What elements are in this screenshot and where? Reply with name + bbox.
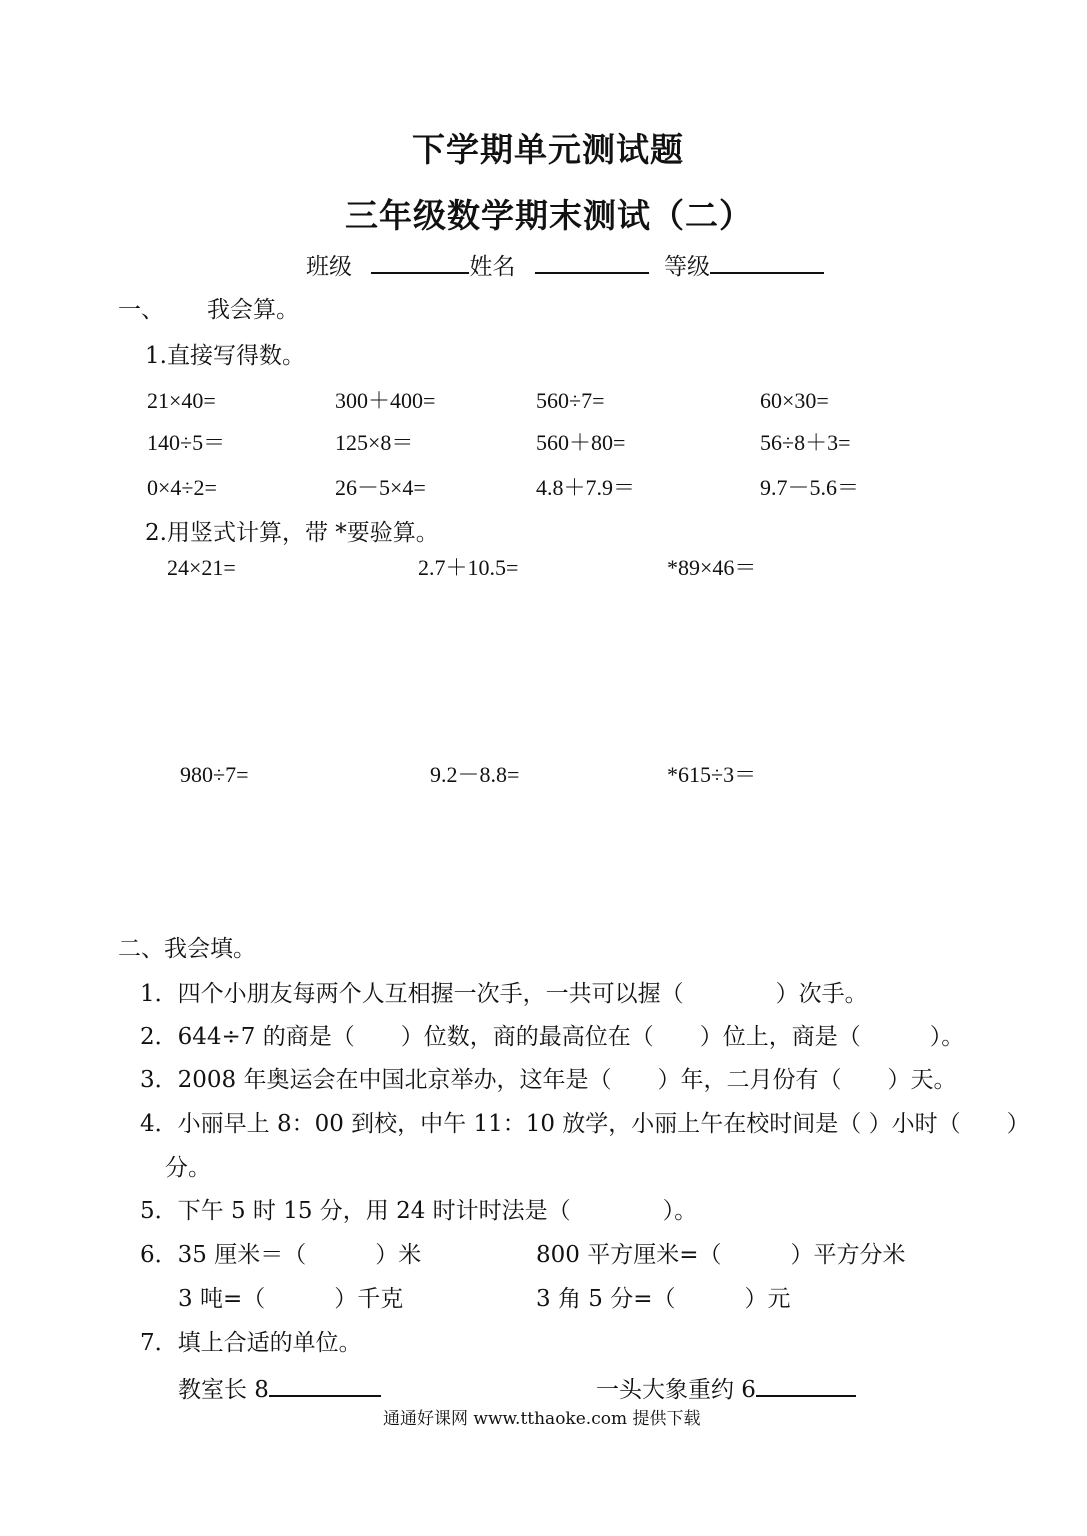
section1-heading-number: 一、 — [118, 297, 164, 323]
vertical-problem: 980÷7= — [180, 762, 249, 787]
problem: 0×4÷2= — [147, 475, 217, 500]
fill-question-6d: 3 角 5 分=（ ）元 — [536, 1286, 791, 1312]
section1-heading: 我会算。 — [207, 297, 299, 323]
class-label: 班级 — [306, 254, 352, 280]
fill-question-5: 5．下午 5 时 15 分，用 24 时计时法是（ ）。 — [140, 1198, 698, 1224]
problem: 56÷8＋3= — [760, 430, 851, 455]
vertical-problem: *89×46＝ — [667, 555, 757, 580]
fill-question-3: 3．2008 年奥运会在中国北京举办，这年是（ ）年，二月份有（ ）天。 — [140, 1067, 957, 1093]
unit-item-elephant — [596, 1377, 856, 1402]
unit-item-label: 教室长 8 — [178, 1377, 269, 1403]
fill-question-6c: 3 吨=（ ）千克 — [178, 1286, 404, 1312]
problem: 560＋80= — [536, 430, 626, 455]
problem: 300＋400= — [335, 388, 436, 413]
fill-question-2: 2．644÷7 的商是（ ）位数，商的最高位在（ ）位上，商是（ ）。 — [140, 1024, 965, 1050]
grade-label: 等级 — [663, 254, 710, 280]
grade-field[interactable] — [710, 254, 824, 274]
student-info-row — [306, 254, 824, 279]
unit-blank[interactable] — [756, 1377, 856, 1397]
vertical-problem: 9.2－8.8= — [430, 762, 520, 787]
problem: 140÷5＝ — [147, 430, 226, 455]
vertical-problem: 2.7＋10.5= — [418, 555, 519, 580]
section2-heading: 二、我会填。 — [118, 936, 256, 962]
footer-text: 通通好课网 www.tthaoke.com 提供下载 — [383, 1409, 701, 1429]
fill-question-4: 4．小丽早上 8：00 到校，中午 11：10 放学，小丽上午在校时间是（ ）小时（ ） — [140, 1111, 1030, 1137]
fill-question-7: 7．填上合适的单位。 — [140, 1330, 362, 1356]
fill-question-4-cont: 分。 — [165, 1155, 211, 1181]
page-subtitle: 三年级数学期末测试（二） — [345, 196, 753, 235]
problem: 21×40= — [147, 388, 216, 413]
name-field[interactable] — [535, 254, 649, 274]
problem: 26－5×4= — [335, 475, 426, 500]
q2-title: 2.用竖式计算，带 *要验算。 — [145, 520, 439, 546]
problem: 560÷7= — [536, 388, 605, 413]
q1-title: 1.直接写得数。 — [145, 343, 305, 369]
fill-question-6b: 800 平方厘米=（ ）平方分米 — [536, 1242, 906, 1268]
unit-blank[interactable] — [269, 1377, 381, 1397]
problem: 60×30= — [760, 388, 829, 413]
problem: 9.7－5.6＝ — [760, 475, 860, 500]
unit-item-classroom — [178, 1377, 381, 1402]
vertical-problem: 24×21= — [167, 555, 236, 580]
vertical-problem: *615÷3＝ — [667, 762, 757, 787]
fill-question-6a: 6．35 厘米＝（ ）米 — [140, 1242, 422, 1268]
class-field[interactable] — [371, 254, 469, 274]
problem: 125×8＝ — [335, 430, 414, 455]
page-title: 下学期单元测试题 — [412, 130, 684, 169]
problem: 4.8＋7.9＝ — [536, 475, 636, 500]
unit-item-label: 一头大象重约 6 — [596, 1377, 756, 1403]
fill-question-1: 1．四个小朋友每两个人互相握一次手，一共可以握（ ）次手。 — [140, 981, 868, 1007]
name-label: 姓名 — [469, 254, 516, 280]
